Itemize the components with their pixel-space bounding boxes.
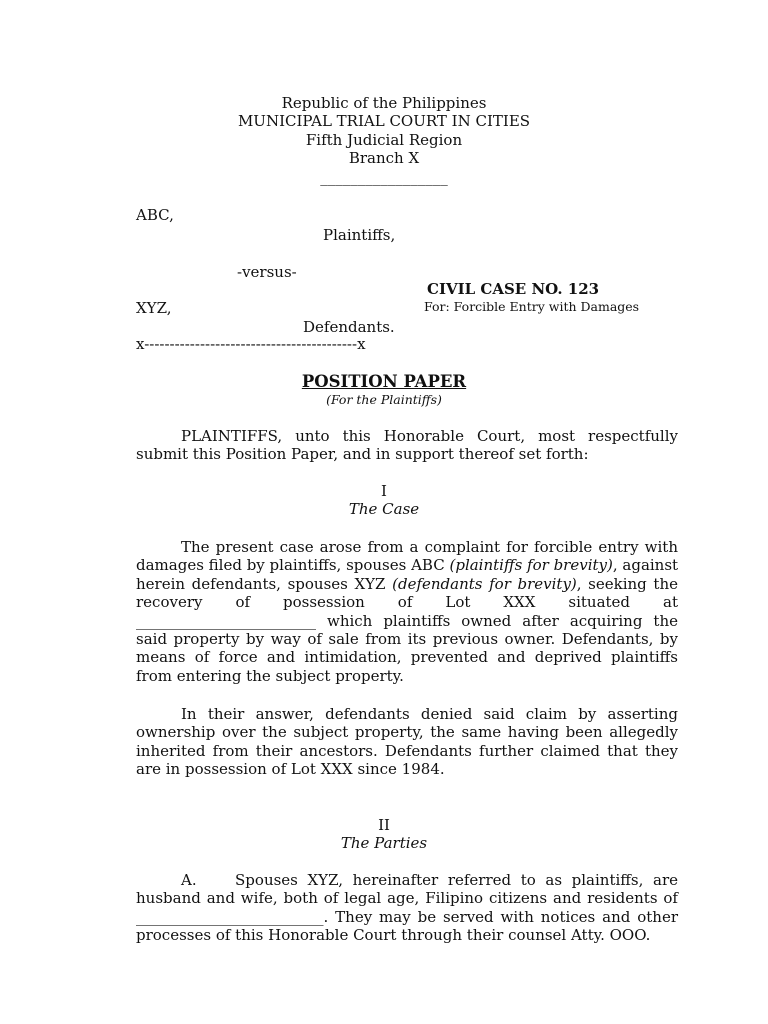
parties-line: _________________________. They may be served with notices and other <box>136 907 678 926</box>
case-paragraph <box>136 538 678 685</box>
intro-line: submit this Position Paper, and in support thereof set forth: <box>136 445 589 464</box>
case-line: herein defendants, spouses XYZ (defendants for brevity), seeking the <box>136 574 678 593</box>
case-nature: For: Forcible Entry with Damages <box>424 299 640 314</box>
versus-label: -versus- <box>237 263 297 281</box>
header-republic: Republic of the Philippines <box>281 94 487 112</box>
case-line: said property by way of sale from its previous owner. Defendants, by <box>136 630 678 649</box>
answer-line: inherited from their ancestors. Defendants further claimed that they <box>136 741 678 760</box>
defendant-name: XYZ, <box>136 299 172 317</box>
header-rule: _________________ <box>320 168 448 186</box>
plaintiff-label: Plaintiffs, <box>323 226 396 244</box>
case-line: The present case arose from a complaint for forcible entry with <box>181 538 678 556</box>
parties-line: husband and wife, both of legal age, Filipino citizens and residents of <box>136 889 678 908</box>
caption-separator: x------------------------------------------x <box>136 335 366 353</box>
document-subtitle: (For the Plaintiffs) <box>326 392 442 407</box>
document-title: POSITION PAPER <box>301 372 467 391</box>
case-line: ________________________ which plaintiffs owned after acquiring the <box>136 611 678 630</box>
section-1-heading: The Case <box>348 500 420 518</box>
answer-line: In their answer, defendants denied said claim by asserting <box>181 705 678 723</box>
case-line: recovery of possession of Lot XXX situated at <box>136 593 678 612</box>
case-line: means of force and intimidation, prevented and deprived plaintiffs <box>136 648 678 667</box>
intro-line: PLAINTIFFS, unto this Honorable Court, most respectfully <box>181 427 678 445</box>
parties-line: processes of this Honorable Court through their counsel Atty. OOO. <box>136 926 651 945</box>
header-court: MUNICIPAL TRIAL COURT IN CITIES <box>237 112 531 130</box>
case-number: CIVIL CASE NO. 123 <box>427 280 600 298</box>
parties-line: A. Spouses XYZ, hereinafter referred to as plaintiffs, are <box>181 871 678 889</box>
section-1-numeral: I <box>381 482 387 500</box>
plaintiff-name: ABC, <box>136 206 174 224</box>
answer-line: are in possession of Lot XXX since 1984. <box>136 760 445 779</box>
intro-paragraph <box>136 427 678 464</box>
header-branch: Branch X <box>348 149 420 167</box>
defendant-label: Defendants. <box>303 318 395 336</box>
answer-paragraph <box>136 705 678 779</box>
section-2-numeral: II <box>378 816 390 834</box>
header-region: Fifth Judicial Region <box>305 131 463 149</box>
parties-paragraph <box>136 871 678 945</box>
answer-line: ownership over the subject property, the same having been allegedly <box>136 723 678 742</box>
case-line: from entering the subject property. <box>136 666 404 685</box>
section-2-heading: The Parties <box>340 834 428 852</box>
case-line: damages filed by plaintiffs, spouses ABC (plaintiffs for brevity), against <box>136 556 679 575</box>
